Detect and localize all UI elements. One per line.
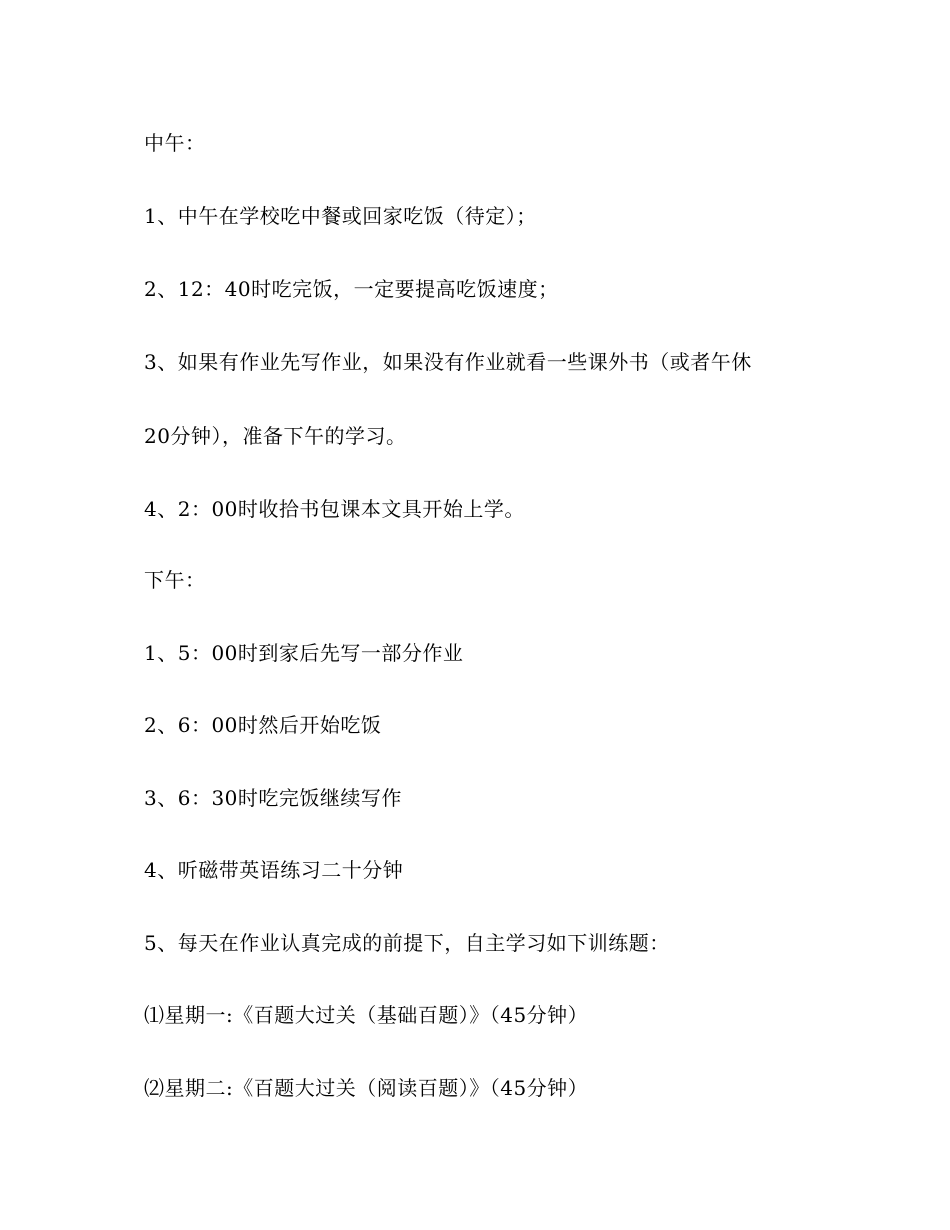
text-line: ⑵星期二:《百题大过关（阅读百题）》（45分钟） — [144, 1076, 589, 1100]
text-line: 5、每天在作业认真完成的前提下，自主学习如下训练题： — [144, 931, 670, 955]
text-line: 1、中午在学校吃中餐或回家吃饭（待定）； — [144, 204, 537, 228]
text-line: 2、6：00时然后开始吃饭 — [144, 713, 382, 737]
section-heading-afternoon: 下午： — [144, 568, 206, 592]
text-line: 3、如果有作业先写作业，如果没有作业就看一些课外书（或者午休 — [144, 350, 752, 374]
section-heading-noon: 中午： — [144, 131, 206, 155]
text-line: 1、5：00时到家后先写一部分作业 — [144, 641, 464, 665]
text-line: 4、听磁带英语练习二十分钟 — [144, 858, 404, 882]
text-line: 2、12：40时吃完饭，一定要提高吃饭速度； — [144, 277, 559, 301]
text-line: 4、2：00时收拾书包课本文具开始上学。 — [144, 497, 525, 521]
text-line: 20分钟），准备下午的学习。 — [144, 424, 407, 448]
text-line: 3、6：30时吃完饭继续写作 — [144, 786, 402, 810]
text-line: ⑴星期一:《百题大过关（基础百题）》（45分钟） — [144, 1003, 589, 1027]
